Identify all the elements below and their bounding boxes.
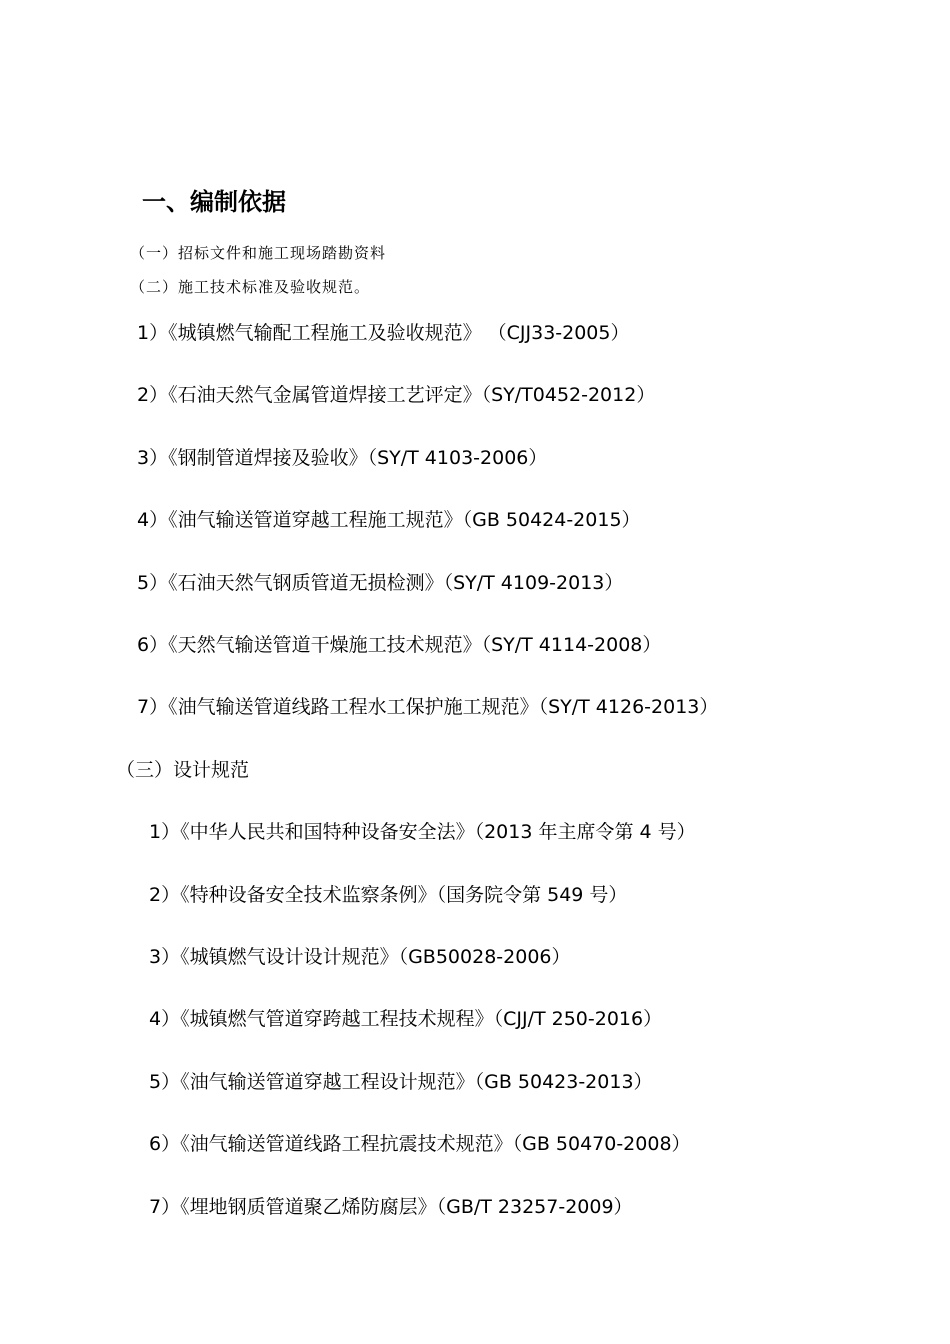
- design-standard-item: 2）《特种设备安全技术监察条例》（国务院令第 549 号）: [149, 884, 628, 906]
- tech-standard-item: 4）《油气输送管道穿越工程施工规范》（GB 50424-2015）: [137, 509, 641, 531]
- tech-standard-item: 1）《城镇燃气输配工程施工及验收规范》 （CJJ33-2005）: [137, 322, 630, 344]
- design-standard-item: 4）《城镇燃气管道穿跨越工程技术规程》（CJJ/T 250-2016）: [149, 1008, 663, 1030]
- design-standard-item: 1）《中华人民共和国特种设备安全法》（2013 年主席令第 4 号）: [149, 821, 696, 843]
- subsection-bid-documents: （一）招标文件和施工现场踏勘资料: [130, 244, 387, 262]
- design-standard-item: 5）《油气输送管道穿越工程设计规范》（GB 50423-2013）: [149, 1071, 653, 1093]
- design-standard-item: 6）《油气输送管道线路工程抗震技术规范》（GB 50470-2008）: [149, 1133, 691, 1155]
- section-heading: 一、编制依据: [142, 188, 286, 216]
- subsection-tech-standards: （二）施工技术标准及验收规范。: [130, 278, 371, 296]
- tech-standard-item: 2）《石油天然气金属管道焊接工艺评定》（SY/T0452-2012）: [137, 384, 656, 406]
- design-standard-item: 7）《埋地钢质管道聚乙烯防腐层》（GB/T 23257-2009）: [149, 1196, 633, 1218]
- design-standard-item: 3）《城镇燃气设计设计规范》（GB50028-2006）: [149, 946, 571, 968]
- tech-standard-item: 5）《石油天然气钢质管道无损检测》（SY/T 4109-2013）: [137, 572, 624, 594]
- subsection-design-standards: （三）设计规范: [116, 759, 250, 781]
- tech-standard-item: 6）《天然气输送管道干燥施工技术规范》（SY/T 4114-2008）: [137, 634, 662, 656]
- tech-standard-item: 3）《钢制管道焊接及验收》（SY/T 4103-2006）: [137, 447, 548, 469]
- tech-standard-item: 7）《油气输送管道线路工程水工保护施工规范》（SY/T 4126-2013）: [137, 696, 719, 718]
